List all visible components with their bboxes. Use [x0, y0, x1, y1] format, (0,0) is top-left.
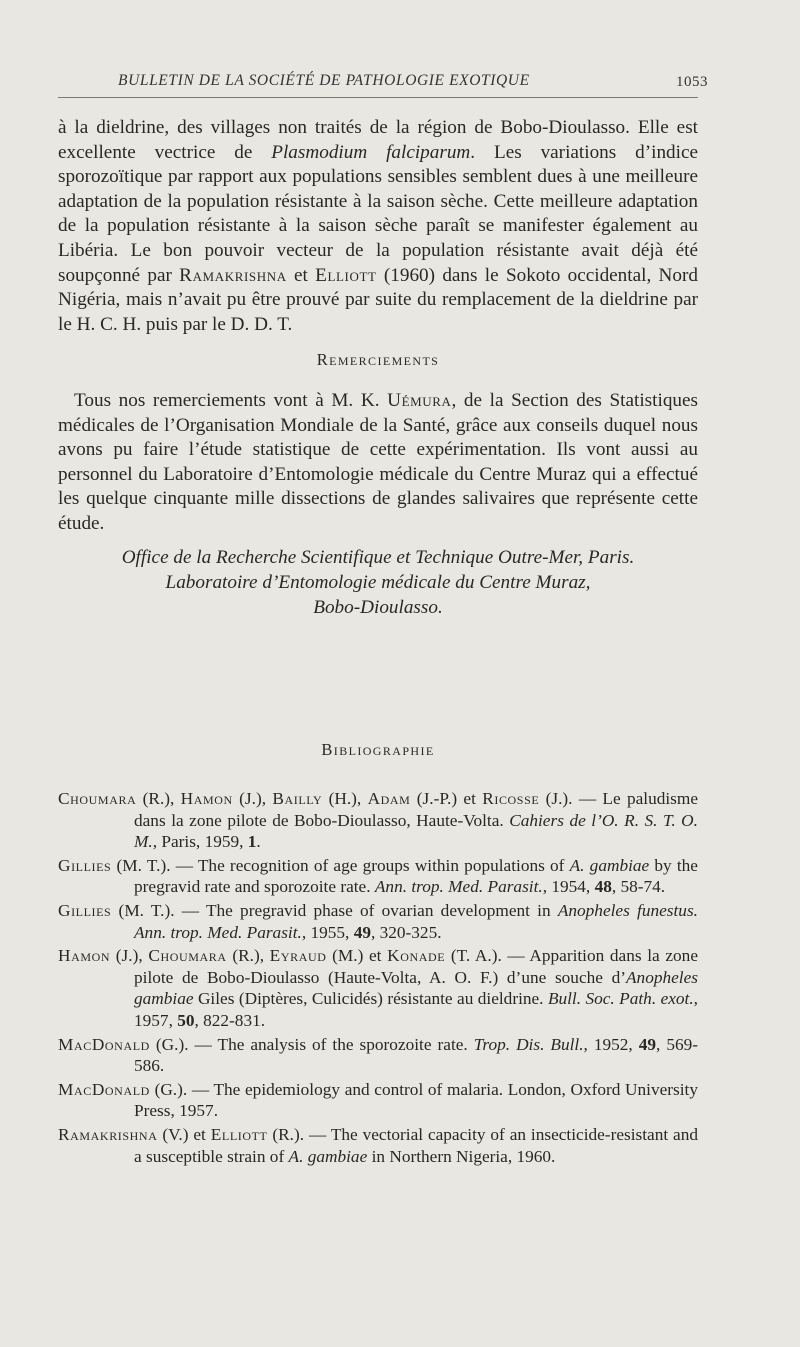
author-name: Bailly [272, 789, 323, 808]
text-run: (R.). — The vectorial capacity of an insecticide-resistant and a susceptible strain of [134, 1124, 699, 1166]
text-run: in Northern Nigeria, 1960. [367, 1146, 556, 1166]
text-run: 49 [353, 922, 371, 942]
author-name: Ramakrishna [179, 264, 287, 286]
bibliography-list [58, 788, 698, 1169]
author-name: MacDonald [58, 1034, 150, 1054]
author-name: Adam [367, 789, 411, 808]
text-run: , 1952, [583, 1034, 639, 1054]
bibliography-entry [58, 855, 698, 898]
author-name: Konade [387, 946, 446, 966]
text-run: , 58-74. [611, 877, 666, 897]
text-run: (1960) dans le Sokoto occidental, Nord Nigéria, mais n’avait pu être prouvé par suite du remplacement de la dieldrine par le H. C. H. puis par le D. D. T. [58, 264, 698, 335]
author-name: Gillies [58, 900, 112, 920]
text-run: , 320-325. [370, 922, 442, 942]
species-name: Plasmodium falciparum [271, 141, 471, 163]
text-run: (J.). — Le paludisme dans la zone pilote de Bobo-Dioulasso, Haute-Volta. [134, 789, 698, 830]
text-run: (M. T.). — The recognition of age groups within populations of [111, 855, 570, 875]
text-run: (J.-P.) et [410, 789, 483, 808]
section-title-remerciements: Remerciements [316, 350, 440, 370]
text-run: (V.) et [157, 1124, 211, 1144]
author-name: MacDonald [58, 1079, 150, 1099]
page-number: 1053 [676, 74, 708, 90]
text-run: et [286, 264, 316, 286]
text-run: (M.) et [326, 946, 388, 966]
text-run: , 1955, [301, 922, 354, 942]
text-run: 50 [177, 1010, 195, 1030]
affiliation-line: Bobo-Dioulasso. [313, 596, 443, 618]
bibliography-entry [58, 788, 698, 853]
text-run: , 569-586. [134, 1034, 698, 1076]
author-name: Elliott [315, 264, 377, 286]
text-run: 1 [247, 832, 257, 852]
author-name: Hamon [58, 946, 111, 966]
affiliation-block [58, 545, 698, 620]
section-title-bibliographie: Bibliographie [321, 740, 435, 759]
text-run: (R.), [136, 789, 181, 808]
text-run: (G.). — The analysis of the sporozoite rate. [149, 1034, 474, 1054]
italic-text: A. gambiae [288, 1146, 368, 1166]
body-text [58, 116, 698, 620]
author-name: Choumara [58, 789, 137, 808]
italic-text: Bull. Soc. Path. exot. [547, 989, 694, 1009]
author-name: Choumara [148, 946, 227, 966]
italic-text: Anopheles funestus. Ann. trop. Med. Parasit. [134, 900, 698, 942]
text-run: , 1957, [134, 989, 698, 1030]
bibliography-entry [58, 945, 698, 1031]
author-name: Ricosse [482, 789, 540, 808]
italic-text: Anopheles gambiae [134, 967, 698, 1009]
author-name: Elliott [210, 1124, 268, 1144]
text-run: , 822-831. [194, 1010, 266, 1030]
author-name: Ramakrishna [58, 1124, 158, 1144]
bibliography-entry [58, 900, 698, 943]
italic-text: A. gambiae [569, 855, 650, 875]
paragraph-2 [58, 389, 698, 537]
bibliography-entry [58, 1034, 698, 1077]
paragraph-1 [58, 116, 698, 337]
header-rule [58, 97, 698, 98]
author-name: Hamon [180, 789, 233, 808]
bibliography-entry [58, 1079, 698, 1122]
text-run: by the pregravid rate and sporozoite rate. [134, 855, 698, 897]
text-run: (R.), [226, 946, 270, 966]
person-name: Uémura [387, 389, 452, 411]
running-title: BULLETIN DE LA SOCIÉTÉ DE PATHOLOGIE EXOTIQUE [118, 72, 530, 89]
italic-text: Cahiers de l’O. R. S. T. O. M. [134, 810, 698, 852]
text-run: (H.), [322, 789, 368, 808]
text-run: (T. A.). — Apparition dans la zone pilote de Bobo-Dioulasso (Haute-Volta, A. O. F.) d’une souche d’ [134, 946, 698, 987]
italic-text: Ann. trop. Med. Parasit. [374, 877, 543, 897]
text-run: (J.), [232, 789, 273, 808]
text-run: 49 [638, 1034, 656, 1054]
text-run: (M. T.). — The pregravid phase of ovarian development in [111, 900, 558, 920]
italic-text: Trop. Dis. Bull. [473, 1034, 584, 1054]
text-run: , Paris, 1959, [152, 832, 248, 852]
author-name: Gillies [58, 855, 112, 875]
text-run: , de la Section des Statistiques médicales de l’Organisation Mondiale de la Santé, grâce aux conseils duquel nous avons pu faire l’étude statistique de cette expérimentation. Ils vont aussi au personnel du Laboratoire d’Entomologie médicale du Centre Muraz qui a effectué les quelque cinquante mille dissections de glandes salivaires que représente cette étude. [58, 389, 698, 534]
text-run: (G.). — The epidemiology and control of malaria. London, Oxford University Press, 1957. [134, 1079, 698, 1121]
text-run: à la dieldrine, des villages non traités de la région de Bobo-Dioulasso. Elle est excellente vectrice de [58, 117, 698, 163]
text-run: Giles (Diptères, Culicidés) résistante au dieldrine. [193, 989, 548, 1009]
text-run: , 1954, [542, 877, 595, 897]
text-run: 48 [594, 877, 612, 897]
affiliation-line: Office de la Recherche Scientifique et Technique Outre-Mer, Paris. [121, 546, 635, 568]
text-run: (J.), [110, 946, 149, 966]
text-run: Tous nos remerciements vont à M. K. [74, 389, 388, 411]
text-run: . Les variations d’indice sporozoïtique par rapport aux populations sensibles semblent dues à une meilleure adaptation de la population résistante à la saison sèche. Cette meilleure adaptation de la population résistante à la saison sèche paraît se manifester également au Libéria. Le bon pouvoir vecteur de la population résistante avait déjà été soupçonné par [58, 141, 698, 286]
text-run: . [256, 832, 261, 852]
affiliation-line: Laboratoire d’Entomologie médicale du Centre Muraz, [165, 571, 591, 593]
author-name: Eyraud [269, 946, 327, 966]
bibliography-entry [58, 1124, 698, 1167]
